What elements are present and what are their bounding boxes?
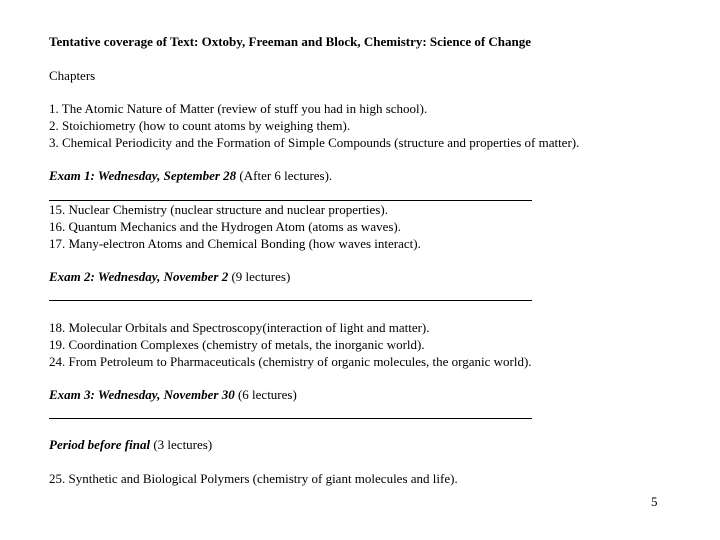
exam-1-label: Exam 1: Wednesday, September 28 (49, 168, 237, 183)
exam-2-note: (9 lectures) (228, 269, 291, 284)
chapter-line: 17. Many-electron Atoms and Chemical Bonding (how waves interact). (49, 236, 421, 251)
chapter-line: 16. Quantum Mechanics and the Hydrogen Atom (atoms as waves). (49, 219, 402, 234)
chapter-line: 15. Nuclear Chemistry (nuclear structure and nuclear properties). (49, 202, 388, 217)
exam-3-line (49, 387, 297, 403)
chapter-line: 2. Stoichiometry (how to count atoms by weighing them). (49, 118, 351, 133)
chapter-line: 25. Synthetic and Biological Polymers (chemistry of giant molecules and life). (49, 471, 458, 486)
chapter-line: 24. From Petroleum to Pharmaceuticals (chemistry of organic molecules, the organic world). (49, 354, 532, 369)
chapter-line: 18. Molecular Orbitals and Spectroscopy(interaction of light and matter). (49, 320, 430, 335)
divider-rule (49, 300, 532, 301)
chapter-line: 1. The Atomic Nature of Matter (review of stuff you had in high school). (49, 101, 428, 116)
exam-1-note: (After 6 lectures). (236, 168, 333, 183)
exam-2-label: Exam 2: Wednesday, November 2 (49, 269, 229, 284)
document-title: Tentative coverage of Text: Oxtoby, Freeman and Block, Chemistry: Science of Change (49, 34, 532, 49)
page-number: 5 (651, 494, 658, 509)
divider-rule (49, 418, 532, 419)
chapter-line: 19. Coordination Complexes (chemistry of metals, the inorganic world). (49, 337, 425, 352)
final-note: (3 lectures) (150, 437, 213, 452)
chapter-line: 3. Chemical Periodicity and the Formation of Simple Compounds (structure and properties of matter). (49, 135, 580, 150)
exam-1-line (49, 168, 332, 184)
exam-3-label: Exam 3: Wednesday, November 30 (49, 387, 235, 402)
chapters-heading: Chapters (49, 68, 96, 83)
divider-rule (49, 200, 532, 201)
exam-2-line (49, 269, 290, 285)
final-line (49, 437, 212, 453)
final-label: Period before final (49, 437, 151, 452)
exam-3-note: (6 lectures) (234, 387, 297, 402)
